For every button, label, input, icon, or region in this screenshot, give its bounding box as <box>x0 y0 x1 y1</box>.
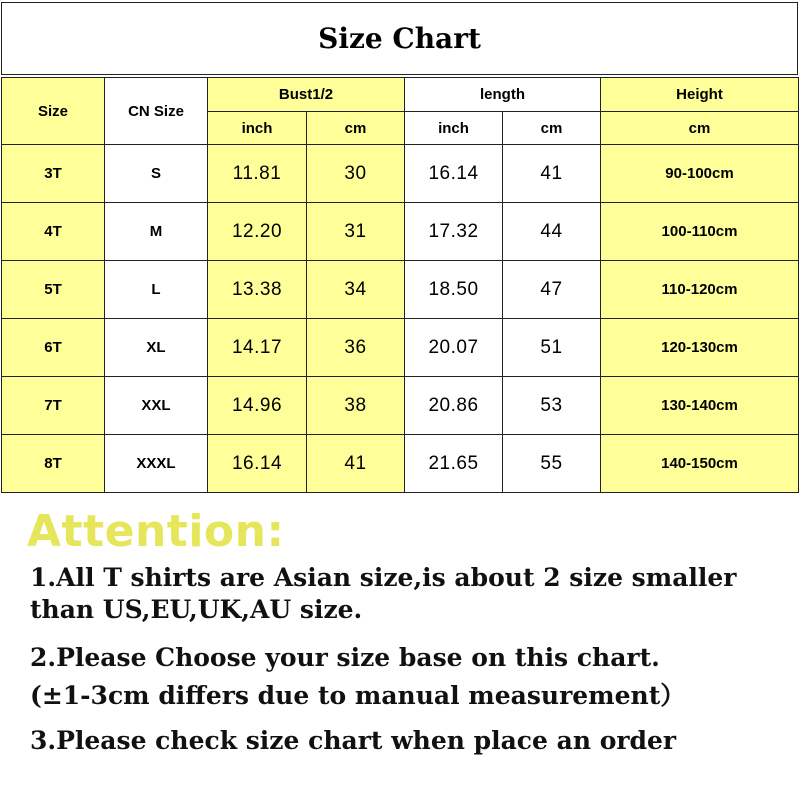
bust-inch-cell: 12.20 <box>208 203 307 261</box>
cn-size-cell: L <box>105 261 208 319</box>
size-cell: 8T <box>2 435 105 493</box>
table-row <box>2 203 799 261</box>
length-inch-cell: 20.07 <box>405 319 503 377</box>
header-length-cm: cm <box>503 112 601 145</box>
length-cm-cell: 55 <box>503 435 601 493</box>
bust-inch-cell: 16.14 <box>208 435 307 493</box>
cn-size-cell: M <box>105 203 208 261</box>
header-height: Height <box>601 78 799 112</box>
bust-inch-cell: 14.17 <box>208 319 307 377</box>
length-inch-cell: 20.86 <box>405 377 503 435</box>
note-2-line-1: 2.Please Choose your size base on this chart. <box>30 643 660 672</box>
length-inch-cell: 18.50 <box>405 261 503 319</box>
bust-cm-cell: 31 <box>307 203 405 261</box>
cn-size-cell: XXL <box>105 377 208 435</box>
header-bust-cm: cm <box>307 112 405 145</box>
bust-inch-cell: 13.38 <box>208 261 307 319</box>
bust-inch-cell: 11.81 <box>208 145 307 203</box>
note-2-line-2: (±1-3cm differs due to manual measurement） <box>30 681 686 710</box>
length-cm-cell: 47 <box>503 261 601 319</box>
height-cell: 100-110cm <box>601 203 799 261</box>
length-cm-cell: 53 <box>503 377 601 435</box>
header-length: length <box>405 78 601 112</box>
bust-cm-cell: 30 <box>307 145 405 203</box>
height-cell: 110-120cm <box>601 261 799 319</box>
header-size: Size <box>2 78 105 145</box>
length-inch-cell: 16.14 <box>405 145 503 203</box>
height-cell: 120-130cm <box>601 319 799 377</box>
table-row <box>2 261 799 319</box>
height-cell: 90-100cm <box>601 145 799 203</box>
size-cell: 5T <box>2 261 105 319</box>
size-cell: 3T <box>2 145 105 203</box>
header-row-1 <box>2 78 799 112</box>
chart-title: Size Chart <box>1 2 798 75</box>
bust-cm-cell: 41 <box>307 435 405 493</box>
size-cell: 4T <box>2 203 105 261</box>
length-cm-cell: 41 <box>503 145 601 203</box>
table-row <box>2 377 799 435</box>
note-1-line-1: 1.All T shirts are Asian size,is about 2 size smaller <box>30 563 737 592</box>
header-length-inch: inch <box>405 112 503 145</box>
cn-size-cell: XL <box>105 319 208 377</box>
bust-inch-cell: 14.96 <box>208 377 307 435</box>
header-cn-size: CN Size <box>105 78 208 145</box>
header-bust-inch: inch <box>208 112 307 145</box>
length-cm-cell: 51 <box>503 319 601 377</box>
header-bust: Bust1/2 <box>208 78 405 112</box>
table-row <box>2 319 799 377</box>
height-cell: 140-150cm <box>601 435 799 493</box>
header-height-cm: cm <box>601 112 799 145</box>
cn-size-cell: S <box>105 145 208 203</box>
note-1-line-2: than US,EU,UK,AU size. <box>30 595 363 624</box>
length-cm-cell: 44 <box>503 203 601 261</box>
bust-cm-cell: 36 <box>307 319 405 377</box>
height-cell: 130-140cm <box>601 377 799 435</box>
size-cell: 7T <box>2 377 105 435</box>
attention-heading: Attention: <box>27 506 285 557</box>
bust-cm-cell: 34 <box>307 261 405 319</box>
table-row <box>2 435 799 493</box>
note-3: 3.Please check size chart when place an order <box>30 726 677 755</box>
size-cell: 6T <box>2 319 105 377</box>
table-row <box>2 145 799 203</box>
length-inch-cell: 17.32 <box>405 203 503 261</box>
bust-cm-cell: 38 <box>307 377 405 435</box>
length-inch-cell: 21.65 <box>405 435 503 493</box>
size-table <box>1 77 799 493</box>
cn-size-cell: XXXL <box>105 435 208 493</box>
